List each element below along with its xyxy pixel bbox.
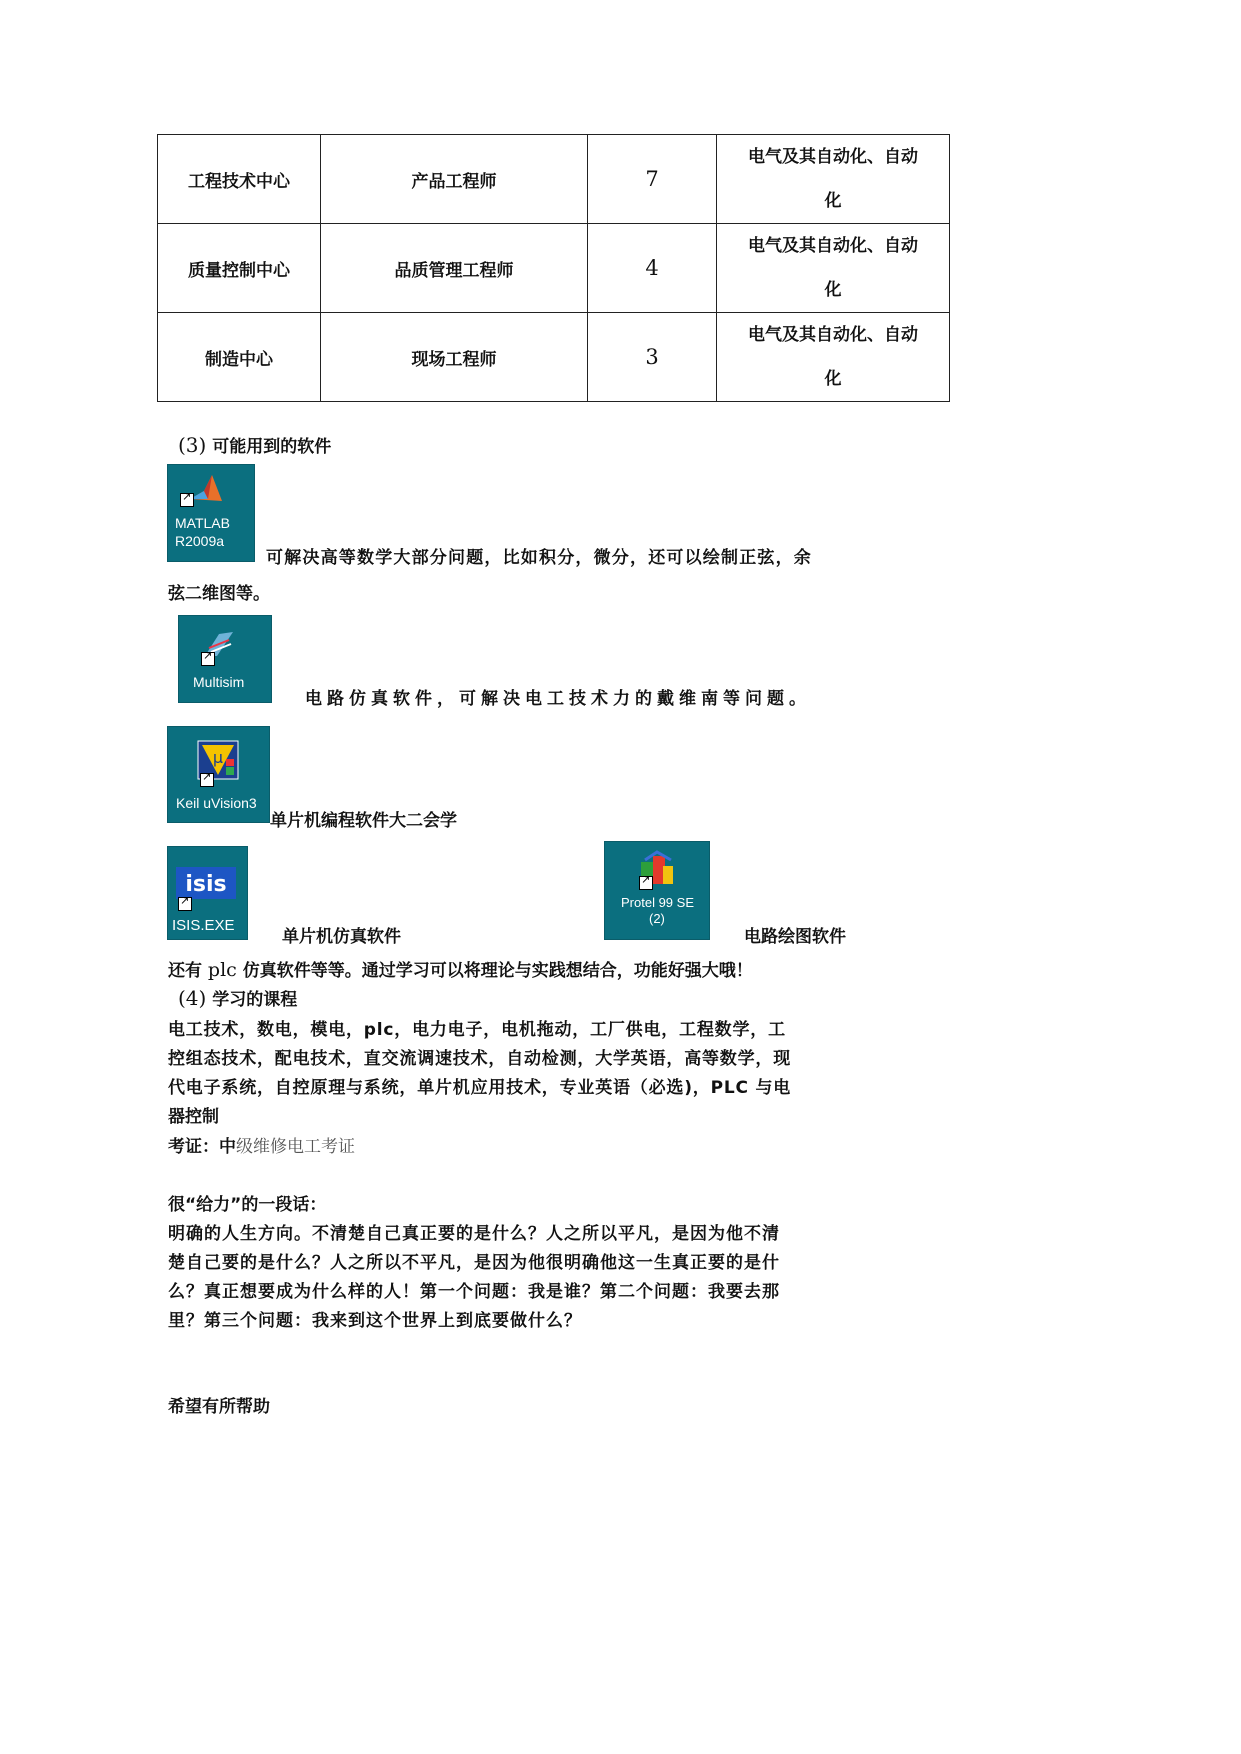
courses-heading [178,985,297,1010]
position-cell: 现场工程师 [321,313,588,402]
section-title: 可能用到的软件 [212,437,332,457]
table-row [158,313,950,402]
icon-label: Protel 99 SE [621,895,694,910]
count-cell: 4 [588,224,717,313]
shortcut-arrow-icon [200,773,214,787]
closing-text: 希望有所帮助 [168,1397,270,1417]
quote-line: 楚自己要的是什么？人之所以不平凡，是因为他很明确他这一生真正要的是什 [168,1253,780,1273]
icon-label: R2009a [175,533,225,549]
quote-line: 里？第三个问题：我来到这个世界上到底要做什么？ [168,1311,582,1331]
section-number: (3) [178,433,207,457]
courses-line: 器控制 [168,1107,219,1127]
courses-line: 控组态技术，配电技术，直交流调速技术，自动检测，大学英语，高等数学，现 [168,1049,791,1069]
icon-label: Multisim [193,674,245,690]
protel-description: 电路绘图软件 [744,927,846,947]
position-cell: 产品工程师 [321,135,588,224]
matlab-description-cont: 弦二维图等。 [168,584,270,604]
dept-cell: 工程技术中心 [158,135,321,224]
major-line-2: 化 [824,280,842,300]
major-line-1: 电气及其自动化、自动 [748,236,918,256]
table-row [158,135,950,224]
dept-cell: 质量控制中心 [158,224,321,313]
shortcut-arrow-icon [639,876,653,890]
shortcut-arrow-icon [180,493,194,507]
icon-label: ISIS.EXE [172,917,235,934]
software-heading [178,432,331,457]
major-line-1: 电气及其自动化、自动 [748,147,918,167]
icon-label: (2) [649,911,665,926]
jobs-table [157,134,950,402]
courses-line: 代电子系统，自控原理与系统，单片机应用技术，专业英语（必选)，PLC 与电 [168,1078,792,1098]
major-cell [717,135,950,224]
certificate-line [168,1132,355,1157]
icon-label: MATLAB [175,515,230,531]
matlab-icon[interactable] [167,464,255,562]
svg-text:isis: isis [185,872,227,897]
position-cell: 品质管理工程师 [321,224,588,313]
plc-sentence [168,956,753,981]
shortcut-arrow-icon [201,652,215,666]
quote-title: 很“给力”的一段话： [168,1195,327,1215]
major-cell [717,313,950,402]
svg-text:μ: μ [212,748,224,767]
count-cell: 7 [588,135,717,224]
major-line-2: 化 [824,369,842,389]
matlab-description: 可解决高等数学大部分问题，比如积分，微分，还可以绘制正弦，余 [266,548,812,568]
count-cell: 3 [588,313,717,402]
courses-line: 电工技术，数电，模电，plc，电力电子，电机拖动，工厂供电，工程数学，工 [168,1020,786,1040]
protel-icon[interactable] [604,841,710,940]
isis-icon[interactable] [167,846,248,940]
certificate-label: 考证：中 [168,1137,236,1157]
multisim-icon[interactable] [178,615,272,703]
major-line-1: 电气及其自动化、自动 [748,325,918,345]
quote-line: 么？真正想要成为什么样的人！第一个问题：我是谁？第二个问题：我要去那 [168,1282,780,1302]
multisim-description: 电路仿真软件，可解决电工技术力的戴维南等问题。 [305,689,811,709]
text-run: 仿真软件等等。通过学习可以将理论与实践想结合，功能好强大哦！ [242,961,753,981]
text-run: plc [207,959,237,981]
shortcut-arrow-icon [178,897,192,911]
quote-line: 明确的人生方向。不清楚自己真正要的是什么？人之所以平凡，是因为他不清 [168,1224,780,1244]
text-run: 还有 [168,961,202,981]
major-line-2: 化 [824,191,842,211]
isis-description: 单片机仿真软件 [282,927,401,947]
dept-cell: 制造中心 [158,313,321,402]
section-number: (4) [178,986,207,1010]
keil-description: 单片机编程软件大二会学 [270,811,457,831]
icon-label: Keil uVision3 [176,795,257,811]
major-cell [717,224,950,313]
table-row [158,224,950,313]
certificate-value: 级维修电工考证 [236,1137,355,1157]
keil-icon[interactable] [167,726,270,823]
section-title: 学习的课程 [212,990,298,1010]
